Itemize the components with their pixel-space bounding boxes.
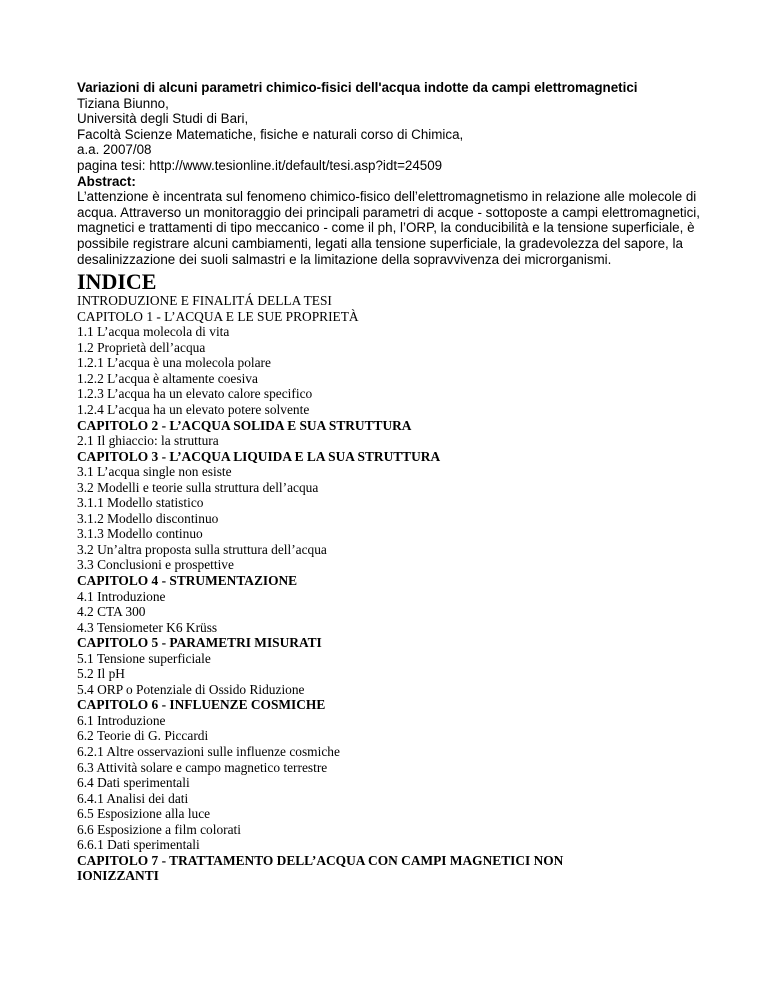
toc-entry: INTRODUZIONE E FINALITÁ DELLA TESI xyxy=(77,293,332,309)
thesis-author: Tiziana Biunno, xyxy=(77,95,169,111)
table-of-contents xyxy=(77,293,707,884)
toc-entry: 6.2.1 Altre osservazioni sulle influenze cosmiche xyxy=(77,743,340,759)
toc-entry: 1.2.2 L’acqua è altamente coesiva xyxy=(77,370,258,386)
thesis-academic-year: a.a. 2007/08 xyxy=(77,142,152,158)
toc-entry: 6.3 Attività solare e campo magnetico terrestre xyxy=(77,759,328,775)
toc-entry: 6.4.1 Analisi dei dati xyxy=(77,790,189,806)
thesis-faculty: Facoltà Scienze Matematiche, fisiche e naturali corso di Chimica, xyxy=(77,126,464,142)
toc-entry: 6.4 Dati sperimentali xyxy=(77,775,190,791)
toc-entry: 3.1.2 Modello discontinuo xyxy=(77,510,219,526)
toc-entry: 4.2 CTA 300 xyxy=(77,604,146,620)
toc-entry: 1.2.3 L’acqua ha un elevato calore specifico xyxy=(77,386,313,402)
toc-entry: 6.1 Introduzione xyxy=(77,712,166,728)
toc-entry: 3.2 Modelli e teorie sulla struttura dell’acqua xyxy=(77,479,319,495)
toc-entry: 2.1 Il ghiaccio: la struttura xyxy=(77,433,219,449)
toc-entry: 3.2 Un’altra proposta sulla struttura dell’acqua xyxy=(77,541,327,557)
toc-entry: 1.1 L’acqua molecola di vita xyxy=(77,324,230,340)
document-page xyxy=(77,80,707,884)
toc-entry: 5.2 Il pH xyxy=(77,666,125,682)
thesis-page-link[interactable]: pagina tesi: http://www.tesionline.it/default/tesi.asp?idt=24509 xyxy=(77,157,443,173)
toc-entry: 4.1 Introduzione xyxy=(77,588,166,604)
toc-entry: 3.1 L’acqua single non esiste xyxy=(77,464,232,480)
toc-chapter: CAPITOLO 4 - STRUMENTAZIONE xyxy=(77,572,298,588)
toc-chapter: CAPITOLO 5 - PARAMETRI MISURATI xyxy=(77,635,322,651)
toc-entry: 6.6.1 Dati sperimentali xyxy=(77,837,200,853)
toc-entry: 4.3 Tensiometer K6 Krüss xyxy=(77,619,218,635)
toc-entry: 1.2.1 L’acqua è una molecola polare xyxy=(77,355,271,371)
abstract-label: Abstract: xyxy=(77,173,136,189)
toc-chapter: CAPITOLO 3 - L’ACQUA LIQUIDA E LA SUA STRUTTURA xyxy=(77,448,441,464)
toc-entry: 5.4 ORP o Potenziale di Ossido Riduzione xyxy=(77,681,305,697)
toc-chapter: CAPITOLO 6 - INFLUENZE COSMICHE xyxy=(77,697,326,713)
toc-entry: 6.2 Teorie di G. Piccardi xyxy=(77,728,209,744)
toc-entry: 1.2 Proprietà dell’acqua xyxy=(77,339,206,355)
toc-chapter: CAPITOLO 2 - L’ACQUA SOLIDA E SUA STRUTTURA xyxy=(77,417,412,433)
toc-entry: 3.1.1 Modello statistico xyxy=(77,495,204,511)
thesis-university: Università degli Studi di Bari, xyxy=(77,111,249,127)
abstract-text: L’attenzione è incentrata sul fenomeno chimico-fisico dell’elettromagnetismo in relazione alle molecole di acqua. Attraverso un monitoraggio dei principali parametri di acque - sottoposte a campi elettromagnetici, magnetici e trattamenti di tipo meccanico - come il ph, l’ORP, la conducibilità e la tensione superficiale, è possibile registrare alcuni cambiamenti, legati alla tensione superficiale, la gradevolezza del sapore, la desalinizzazione dei suoli salmastri e la limitazione della sopravvivenza dei microrganismi. xyxy=(77,189,700,267)
thesis-title: Variazioni di alcuni parametri chimico-fisici dell'acqua indotte da campi elettromagnetici xyxy=(77,80,638,95)
toc-entry: 5.1 Tensione superficiale xyxy=(77,650,211,666)
indice-heading: INDICE xyxy=(77,269,157,295)
toc-entry: 3.1.3 Modello continuo xyxy=(77,526,203,542)
toc-chapter: CAPITOLO 7 - TRATTAMENTO DELL’ACQUA CON CAMPI MAGNETICI NON IONIZZANTI xyxy=(77,852,564,884)
thesis-header xyxy=(77,80,707,267)
toc-entry: 1.2.4 L’acqua ha un elevato potere solvente xyxy=(77,401,310,417)
toc-entry: CAPITOLO 1 - L’ACQUA E LE SUE PROPRIETÀ xyxy=(77,308,359,324)
toc-entry: 3.3 Conclusioni e prospettive xyxy=(77,557,234,573)
toc-entry: 6.6 Esposizione a film colorati xyxy=(77,821,241,837)
toc-entry: 6.5 Esposizione alla luce xyxy=(77,806,211,822)
